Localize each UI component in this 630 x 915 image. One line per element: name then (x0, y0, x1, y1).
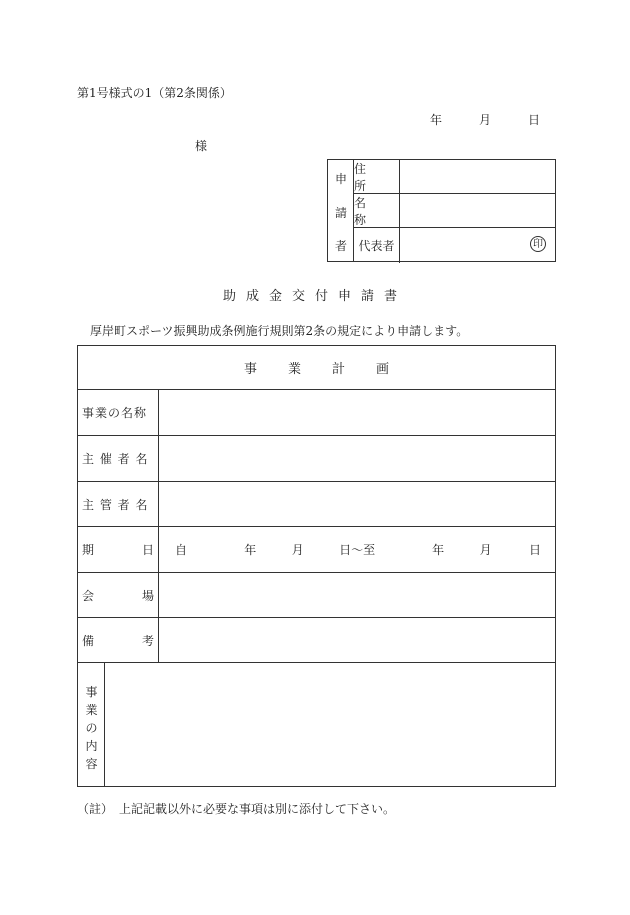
content-label-char: の (85, 721, 98, 735)
representative-label: 代表者 (354, 228, 400, 263)
project-name-field[interactable] (159, 390, 555, 435)
name-field[interactable] (400, 194, 555, 227)
plan-table (77, 345, 556, 787)
heading-char: 業 (287, 362, 301, 377)
seal-mark: 印 (530, 236, 546, 252)
representative-row (354, 228, 555, 263)
venue-label-char: 場 (141, 588, 154, 603)
heading-char: 事 (244, 362, 258, 377)
plan-table-heading (78, 346, 555, 390)
applicant-side-char: 者 (334, 239, 347, 253)
remarks-field[interactable] (159, 618, 555, 662)
project-content-label (78, 663, 105, 786)
content-label-char: 容 (85, 757, 98, 771)
organizer-label: 主 催 者 名 (78, 436, 159, 481)
date-line (430, 111, 540, 128)
remarks-label-char: 備 (82, 633, 95, 648)
heading-char: 画 (375, 362, 389, 377)
period-month1: 月 (291, 543, 304, 557)
period-label (78, 527, 159, 572)
organizer-row (78, 436, 555, 482)
organizer-field[interactable] (159, 436, 555, 481)
content-label-char: 事 (85, 685, 98, 699)
applicant-side-char: 申 (334, 172, 347, 186)
project-name-label: 事業の名称 (78, 390, 159, 435)
period-label-char: 日 (141, 543, 154, 557)
venue-label (78, 573, 159, 617)
name-label: 名 称 (354, 194, 400, 227)
applicant-box (327, 159, 556, 262)
address-label: 住 所 (354, 160, 400, 193)
venue-row (78, 573, 555, 618)
footer-note: （註） 上記記載以外に必要な事項は別に添付して下さい。 (77, 802, 396, 816)
venue-label-char: 会 (82, 588, 95, 603)
remarks-row (78, 618, 555, 663)
period-year1: 年 (244, 543, 257, 557)
content-label-char: 内 (85, 739, 98, 753)
period-day2: 日 (529, 543, 542, 557)
period-field[interactable] (159, 527, 555, 572)
representative-field[interactable] (400, 228, 555, 263)
intro-text: 厚岸町スポーツ振興助成条例施行規則第2条の規定により申請します。 (90, 324, 469, 338)
project-content-field[interactable] (105, 663, 555, 786)
address-row (354, 160, 555, 194)
document-title: 助成金交付申請書 (222, 289, 407, 304)
period-month2: 月 (479, 543, 492, 557)
venue-field[interactable] (159, 573, 555, 617)
heading-char: 計 (331, 362, 345, 377)
period-day-to: 日〜至 (339, 543, 376, 557)
name-row (354, 194, 555, 228)
remarks-label-char: 考 (141, 633, 154, 648)
addressee-suffix: 様 (195, 139, 208, 153)
content-label-char: 業 (85, 703, 98, 717)
project-content-row (78, 663, 555, 786)
day-label: 日 (527, 113, 540, 127)
period-label-char: 期 (82, 543, 95, 557)
month-label: 月 (478, 113, 491, 127)
project-name-row (78, 390, 555, 436)
applicant-side-label (328, 160, 354, 261)
period-row (78, 527, 555, 573)
applicant-side-char: 請 (334, 206, 347, 220)
form-number-label: 第1号様式の1（第2条関係） (77, 86, 232, 100)
address-field[interactable] (400, 160, 555, 193)
period-from: 自 (175, 543, 188, 557)
supervisor-field[interactable] (159, 482, 555, 526)
supervisor-row (78, 482, 555, 527)
year-label: 年 (430, 113, 443, 127)
supervisor-label: 主 管 者 名 (78, 482, 159, 526)
period-year2: 年 (432, 543, 445, 557)
remarks-label (78, 618, 159, 662)
